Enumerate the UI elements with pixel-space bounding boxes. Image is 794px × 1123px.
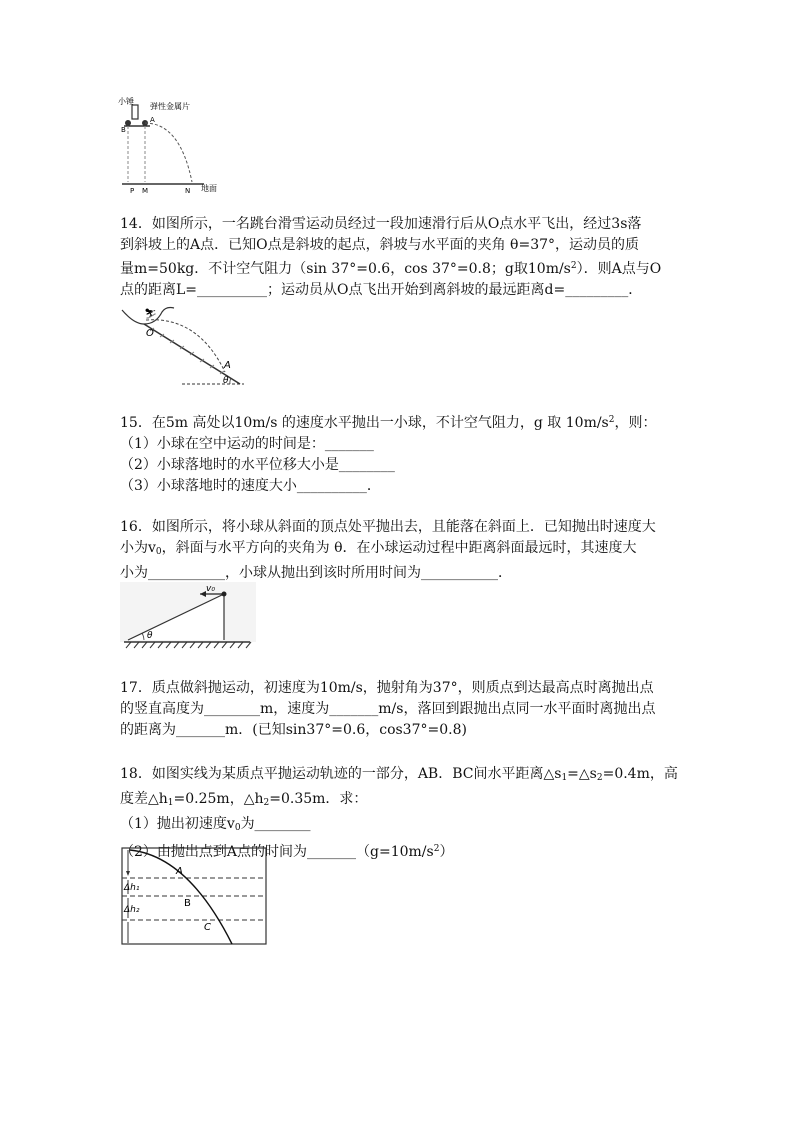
fig13-label-P: P bbox=[130, 187, 135, 195]
fig13-ball-B bbox=[125, 120, 131, 126]
q16-line-2: 小为$v_0$，斜面与水平方向的夹角为 θ．在小球运动过程中距离斜面最远时，其速度大 bbox=[120, 540, 637, 557]
fig14-label-theta: θ bbox=[223, 376, 229, 386]
question-14 bbox=[120, 214, 680, 301]
fig18-label-dh2: Δh₂ bbox=[124, 905, 140, 915]
q16-line-1: 16．如图所示，将小球从斜面的顶点处平抛出去，且能落在斜面上．已知抛出时速度大 bbox=[120, 519, 656, 535]
figure-16-diagram bbox=[120, 582, 256, 654]
q18-line-1: 18．如图实线为某质点平抛运动轨迹的一部分，AB．BC间水平距离$\triangle s_1=\triangle s_2=0.4m$，高 bbox=[120, 766, 678, 783]
fig13-label-ground: 地面 bbox=[201, 184, 217, 193]
fig16-label-v0: v₀ bbox=[206, 584, 215, 594]
fig18-trajectory bbox=[130, 850, 232, 944]
fig18-label-dh1: Δh₁ bbox=[124, 883, 140, 893]
q18-line-4: （2）由抛出点到A点的时间为$\_\_\_\_\_\_\_(g=10m/s^2)$ bbox=[120, 844, 454, 860]
fig13-label-B: B bbox=[121, 126, 126, 134]
fig13-label-ball: 小锤 bbox=[118, 97, 134, 106]
fig14-angle-arc bbox=[230, 378, 231, 384]
fig14-flight-path bbox=[146, 320, 225, 372]
fig13-trajectory bbox=[145, 123, 192, 182]
q14-line-1: 14．如图所示，一名跳台滑雪运动员经过一段加速滑行后从O点水平飞出，经过3s落 bbox=[120, 216, 642, 232]
figure-18-diagram bbox=[118, 846, 270, 948]
fig18-label-B: B bbox=[184, 898, 191, 909]
q14-line-3: 量m=50kg．不计空气阻力（sin 37°=0.6，cos 37°=0.8；g取$10m/s^2$）．则A点与O bbox=[120, 261, 662, 277]
fig18-label-C: C bbox=[204, 922, 211, 933]
fig16-label-theta: θ bbox=[147, 631, 153, 641]
fig13-label-N: N bbox=[185, 187, 191, 195]
fig13-label-spring: 弹性金属片 bbox=[150, 102, 190, 111]
fig14-label-O: O bbox=[146, 328, 154, 339]
fig14-label-A: A bbox=[224, 360, 231, 371]
question-15 bbox=[120, 410, 680, 497]
q15-line-3: （2）小球落地时的水平位移大小是________ bbox=[120, 457, 395, 473]
fig13-label-A: A bbox=[150, 116, 155, 124]
fig18-top-arrowhead bbox=[126, 871, 130, 876]
q18-line-2: 度差$\triangle h_1=0.25m$，$\triangle h_2=0.35m$．求： bbox=[120, 791, 368, 808]
figure-14-diagram bbox=[120, 304, 248, 388]
q15-line-2: （1）小球在空中运动的时间是：_______ bbox=[120, 436, 374, 452]
fig13-label-M: M bbox=[142, 187, 149, 195]
fig14-skier: ⛷ bbox=[144, 309, 157, 320]
question-17 bbox=[120, 678, 680, 741]
q17-line-3: 的距离为_______m．(已知sin37°=0.6，cos37°=0.8) bbox=[120, 722, 467, 738]
q17-line-1: 17．质点做斜抛运动，初速度为10m/s，抛射角为37°，则质点到达最高点时离抛出点 bbox=[120, 680, 654, 696]
q15-line-4: （3）小球落地时的速度大小__________． bbox=[120, 478, 381, 494]
q18-line-3: （1）抛出初速度$v_0$为________ bbox=[120, 816, 311, 833]
question-16 bbox=[120, 517, 680, 584]
fig16-ground-hatching bbox=[126, 642, 251, 648]
q14-line-2: 到斜坡上的A点．已知O点是斜坡的起点，斜坡与水平面的夹角 θ=37°，运动员的质 bbox=[120, 237, 640, 253]
q15-line-1: 15．在5m 高处以10m/s 的速度水平抛出一小球，不计空气阻力，g 取 $10m/s^2$，则： bbox=[120, 415, 657, 431]
figure-13-diagram bbox=[118, 92, 228, 197]
q14-line-4: 点的距离L=__________；运动员从O点飞出开始到离斜坡的最远距离d=_________． bbox=[120, 282, 643, 298]
fig18-label-A: A bbox=[176, 866, 183, 877]
fig14-slope bbox=[144, 324, 240, 384]
fig13-hammer bbox=[132, 105, 138, 119]
q16-line-3: 小为___________，小球从抛出到该时所用时间为___________． bbox=[120, 565, 512, 581]
q17-line-2: 的竖直高度为________m，速度为_______m/s，落回到跟抛出点同一水平面时离抛出点 bbox=[120, 701, 656, 717]
